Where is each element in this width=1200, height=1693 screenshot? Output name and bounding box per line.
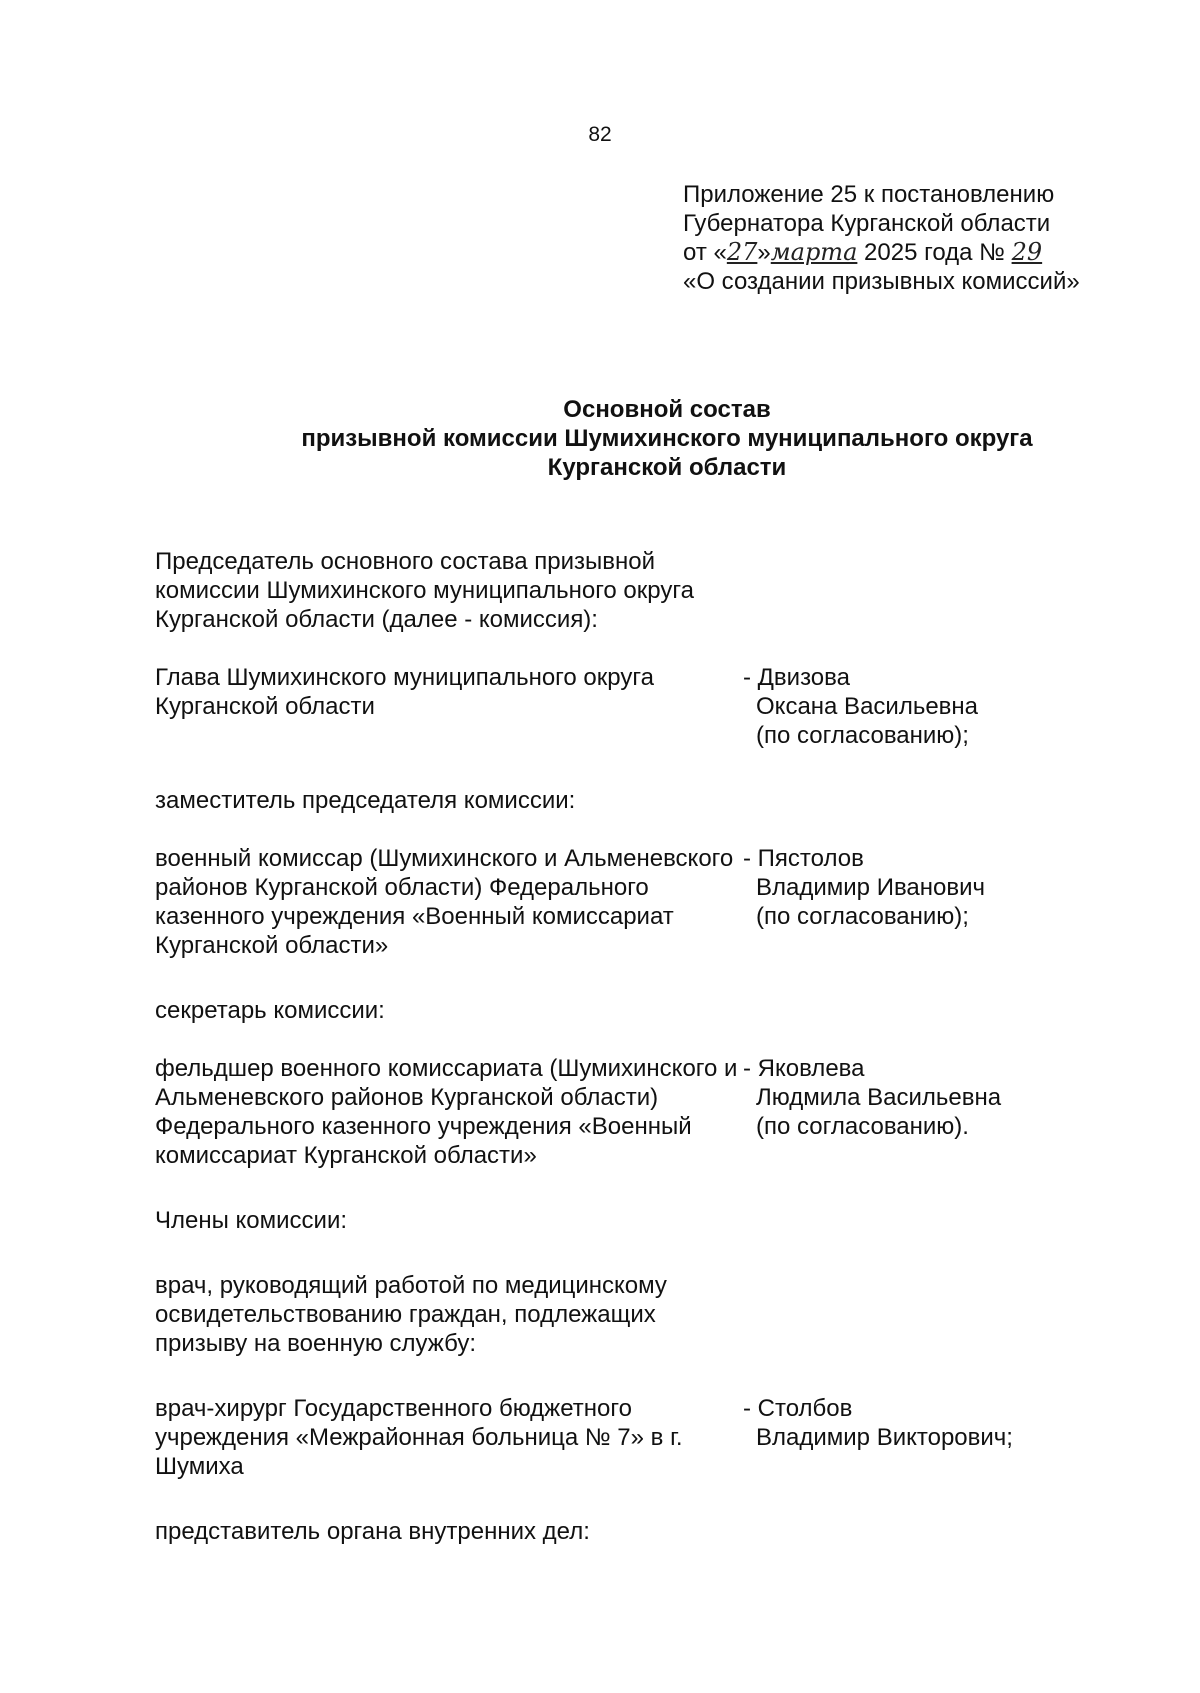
document-title [252, 395, 1082, 482]
date-mid: » [757, 239, 771, 266]
member-surname: - Двизова [743, 664, 850, 691]
date-prefix: от « [683, 239, 727, 266]
member-name [743, 663, 1043, 750]
handwritten-month: марта [770, 238, 858, 266]
appendix-date-line [683, 238, 1183, 267]
member-name [743, 844, 1043, 931]
member-row [155, 1394, 1055, 1481]
section-heading: заместитель председателя комиссии: [155, 787, 576, 814]
appendix-block [683, 180, 1183, 296]
appendix-line-4: «О создании призывных комиссий» [683, 268, 1080, 295]
member-surname: - Столбов [743, 1395, 853, 1422]
section-heading: врач, руководящий работой по медицинскому освидетельствованию граждан, подлежащих призыву на военную службу: [155, 1272, 667, 1357]
appendix-line-1: Приложение 25 к постановлению [683, 181, 1055, 208]
title-line-3: Курганской области [547, 454, 787, 481]
member-position: врач-хирург Государственного бюджетного учреждения «Межрайонная больница № 7» в г. Шумиха [155, 1395, 683, 1480]
member-note: (по согласованию). [756, 1113, 969, 1140]
member-note: (по согласованию); [756, 903, 969, 930]
section-heading: представитель органа внутренних дел: [155, 1518, 590, 1545]
member-position: военный комиссар (Шумихинского и Альменевского районов Курганской области) Федерального казенного учреждения «Военный комиссариат Курганской области» [155, 845, 734, 959]
member-row [155, 844, 1055, 960]
member-surname: - Пястолов [743, 845, 864, 872]
member-position: Глава Шумихинского муниципального округа Курганской области [155, 664, 654, 720]
handwritten-number: 29 [1011, 238, 1043, 266]
section-heading: Председатель основного состава призывной комиссии Шумихинского муниципального округа Курганской области (далее - комиссия): [155, 548, 694, 633]
member-row [155, 663, 1055, 749]
member-given-names: Оксана Васильевна [756, 693, 979, 720]
handwritten-day: 27 [726, 238, 758, 266]
member-name [743, 1394, 1043, 1452]
member-name [743, 1054, 1043, 1141]
date-year: 2025 года № [857, 239, 1012, 266]
title-line-2: призывной комиссии Шумихинского муниципального округа [301, 425, 1033, 452]
section-heading: секретарь комиссии: [155, 997, 385, 1024]
member-surname: - Яковлева [743, 1055, 865, 1082]
section-heading: Члены комиссии: [155, 1207, 348, 1234]
member-note: (по согласованию); [756, 722, 969, 749]
member-row [155, 1054, 1055, 1170]
member-given-names: Людмила Васильевна [756, 1084, 1002, 1111]
commission-list [155, 547, 1055, 1546]
member-position: фельдшер военного комиссариата (Шумихинского и Альменевского районов Курганской области) Федерального казенного учреждения «Военный комиссариат Курганской области» [155, 1055, 738, 1169]
member-given-names: Владимир Викторович; [756, 1424, 1013, 1451]
member-given-names: Владимир Иванович [756, 874, 986, 901]
appendix-line-2: Губернатора Курганской области [683, 210, 1051, 237]
title-line-1: Основной состав [563, 396, 771, 423]
page-number: 82 [588, 123, 612, 146]
